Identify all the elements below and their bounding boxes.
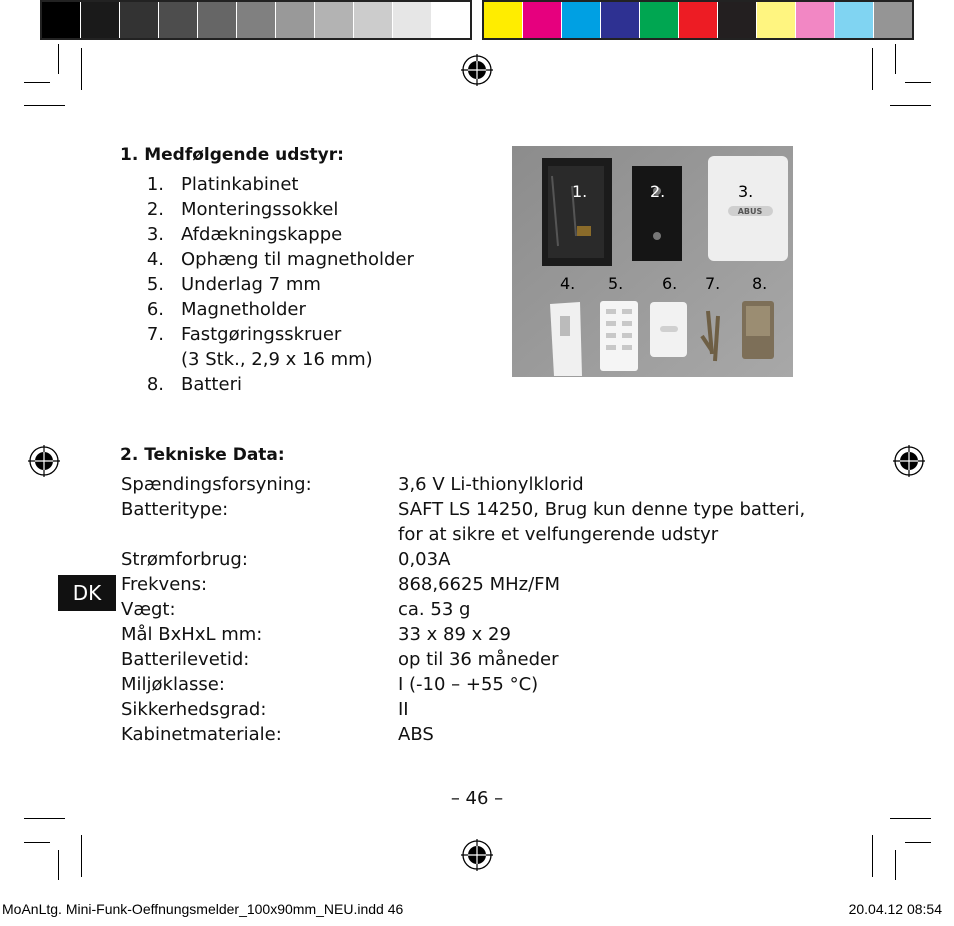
spec-value: ABS <box>398 724 434 745</box>
color-swatch <box>640 2 678 38</box>
product-photo <box>512 146 793 377</box>
list-item-number: 7. <box>146 324 164 345</box>
spec-value: ca. 53 g <box>398 599 471 620</box>
photo-label: 8. <box>752 274 768 293</box>
list-item-text: Afdækningskappe <box>181 224 343 245</box>
spec-value-continued: for at sikre et velfungerende udstyr <box>398 524 719 545</box>
footer-date: 20.04.12 08:54 <box>848 901 942 917</box>
section2-heading: 2. Tekniske Data: <box>120 445 285 465</box>
color-swatch <box>679 2 717 38</box>
photo-label: 6. <box>662 274 678 293</box>
spec-value: 3,6 V Li-thionylklorid <box>398 474 584 495</box>
photo-label: 1. <box>572 182 588 201</box>
gray-swatch <box>393 2 431 38</box>
gray-swatch <box>354 2 392 38</box>
spec-label: Frekvens: <box>121 574 208 595</box>
color-swatch <box>796 2 834 38</box>
photo-label: 2. <box>650 182 666 201</box>
list-item-text-continued: (3 Stk., 2,9 x 16 mm) <box>181 349 373 370</box>
color-swatch <box>718 2 756 38</box>
list-item-text: Fastgøringsskruer <box>181 324 342 345</box>
list-item-number: 6. <box>146 299 164 320</box>
list-item-number: 1. <box>146 174 164 195</box>
gray-swatch <box>42 2 80 38</box>
spec-value: op til 36 måneder <box>398 649 559 670</box>
list-item-text: Magnetholder <box>181 299 306 320</box>
photo-label: 7. <box>705 274 721 293</box>
color-swatch <box>874 2 912 38</box>
list-item-number: 5. <box>146 274 164 295</box>
color-swatch <box>757 2 795 38</box>
list-item-text: Monteringssokkel <box>181 199 339 220</box>
list-item-number: 3. <box>146 224 164 245</box>
registration-mark-icon <box>27 444 61 478</box>
spec-value: SAFT LS 14250, Brug kun denne type batteri, <box>398 499 806 520</box>
color-swatch <box>562 2 600 38</box>
list-item-text: Underlag 7 mm <box>181 274 321 295</box>
spec-label: Miljøklasse: <box>121 674 225 695</box>
spec-label: Spændingsforsyning: <box>121 474 312 495</box>
gray-swatch <box>315 2 353 38</box>
color-swatch <box>601 2 639 38</box>
registration-mark-icon <box>460 53 494 87</box>
list-item-text: Ophæng til magnetholder <box>181 249 414 270</box>
language-tab: DK <box>58 575 116 611</box>
spec-label: Batteritype: <box>121 499 229 520</box>
spec-value: I (-10 – +55 °C) <box>398 674 539 695</box>
gray-swatch <box>198 2 236 38</box>
registration-mark-icon <box>892 444 926 478</box>
spec-label: Vægt: <box>121 599 176 620</box>
registration-mark-icon <box>460 838 494 872</box>
gray-swatch <box>432 2 470 38</box>
footer-filename: MoAnLtg. Mini-Funk-Oeffnungsmelder_100x90mm_NEU.indd 46 <box>2 901 404 917</box>
spec-label: Sikkerhedsgrad: <box>121 699 267 720</box>
spec-value: 0,03A <box>398 549 451 570</box>
spec-value: 868,6625 MHz/FM <box>398 574 561 595</box>
abus-logo: ABUS <box>737 207 763 216</box>
section1-heading: 1. Medfølgende udstyr: <box>120 145 344 165</box>
list-item-text: Platinkabinet <box>181 174 299 195</box>
spec-label: Mål BxHxL mm: <box>121 624 263 645</box>
page-number: – 46 – <box>450 788 504 809</box>
spec-label: Batterilevetid: <box>121 649 250 670</box>
gray-swatch <box>237 2 275 38</box>
spec-label: Strømforbrug: <box>121 549 248 570</box>
color-swatch <box>835 2 873 38</box>
spec-value: 33 x 89 x 29 <box>398 624 511 645</box>
gray-swatch <box>81 2 119 38</box>
photo-label: 4. <box>560 274 576 293</box>
product-photo-image <box>512 146 793 377</box>
spec-value: II <box>398 699 409 720</box>
photo-label: 5. <box>608 274 624 293</box>
color-swatch <box>523 2 561 38</box>
spec-label: Kabinetmateriale: <box>121 724 282 745</box>
list-item-number: 2. <box>146 199 164 220</box>
list-item-number: 4. <box>146 249 164 270</box>
gray-swatch <box>276 2 314 38</box>
color-swatch <box>484 2 522 38</box>
gray-swatch <box>159 2 197 38</box>
gray-swatch <box>120 2 158 38</box>
list-item-number: 8. <box>146 374 164 395</box>
photo-label: 3. <box>738 182 754 201</box>
list-item-text: Batteri <box>181 374 242 395</box>
